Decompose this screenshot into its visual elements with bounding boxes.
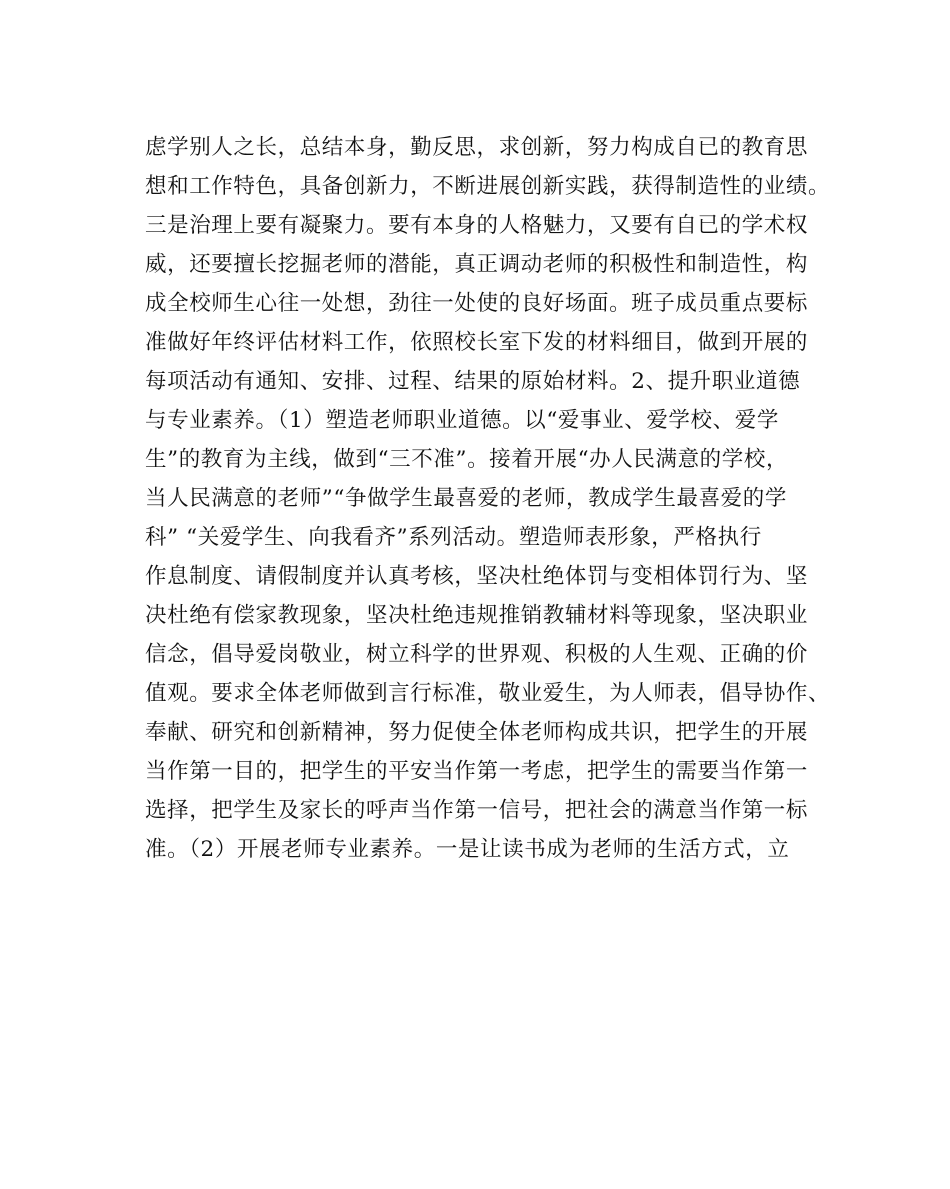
text-line: 三是治理上要有凝聚力。要有本身的人格魅力，又要有自已的学术权 bbox=[145, 213, 809, 238]
text-line: 当作第一目的，把学生的平安当作第一考虑，把学生的需要当作第一 bbox=[145, 759, 809, 784]
text-line: 生”的教育为主线，做到“三不准”。接着开展“办人民满意的学校， bbox=[145, 447, 789, 472]
text-line: 准。（2）开展老师专业素养。一是让读书成为老师的生活方式，立 bbox=[145, 837, 790, 862]
text-line: 威，还要擅长挖掘老师的潜能，真正调动老师的积极性和制造性，构 bbox=[145, 252, 809, 277]
text-line: 信念，倡导爱岗敬业，树立科学的世界观、积极的人生观、正确的价 bbox=[145, 642, 809, 667]
text-line: 虑学别人之长，总结本身，勤反思，求创新，努力构成自已的教育思 bbox=[145, 135, 809, 160]
text-line: 奉献、研究和创新精神，努力促使全体老师构成共识，把学生的开展 bbox=[145, 720, 809, 745]
text-line: 每项活动有通知、安排、过程、结果的原始材料。2、提升职业道德 bbox=[145, 369, 801, 394]
text-line: 当人民满意的老师”“争做学生最喜爱的老师，教成学生最喜爱的学 bbox=[145, 486, 787, 511]
text-line: 想和工作特色，具备创新力，不断进展创新实践，获得制造性的业绩。 bbox=[145, 174, 831, 199]
text-line: 成全校师生心往一处想，劲往一处使的良好场面。班子成员重点要标 bbox=[145, 291, 809, 316]
text-line: 准做好年终评估材料工作，依照校长室下发的材料细目，做到开展的 bbox=[145, 330, 809, 355]
text-line: 科” “关爱学生、向我看齐”系列活动。塑造师表形象，严格执行 bbox=[145, 525, 762, 550]
text-line: 决杜绝有偿家教现象，坚决杜绝违规推销教辅材料等现象，坚决职业 bbox=[145, 603, 809, 628]
text-line: 选择，把学生及家长的呼声当作第一信号，把社会的满意当作第一标 bbox=[145, 798, 809, 823]
text-line: 值观。要求全体老师做到言行标准，敬业爱生，为人师表，倡导协作、 bbox=[145, 681, 831, 706]
text-line: 与专业素养。（1）塑造老师职业道德。以“爱事业、爱学校、爱学 bbox=[145, 408, 779, 433]
body-text bbox=[145, 128, 831, 869]
text-line: 作息制度、请假制度并认真考核，坚决杜绝体罚与变相体罚行为、坚 bbox=[145, 564, 809, 589]
